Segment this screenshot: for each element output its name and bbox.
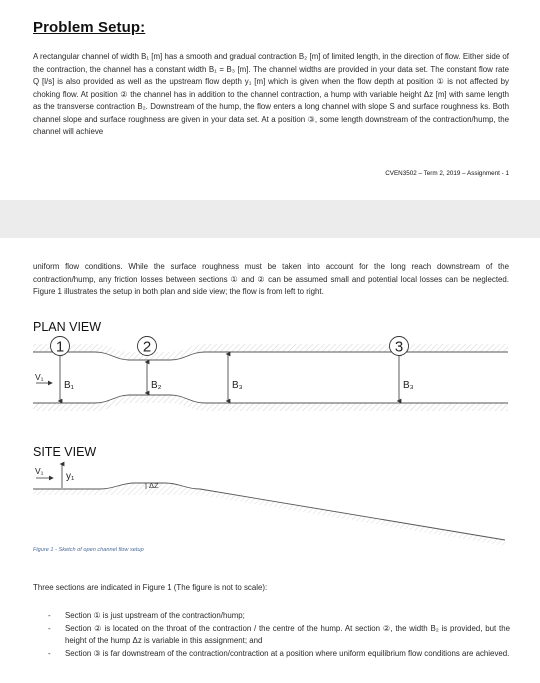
- svg-text:3: 3: [394, 338, 404, 356]
- bullet-section-2: Section ② is located on the throat of the contraction / the centre of the hump. At section ②, the width B₂ is provided, but the height of the hump Δz is variable in this assignment; and: [65, 623, 510, 646]
- problem-description-paragraph: A rectangular channel of width B₁ [m] has a smooth and gradual contraction B₂ [m] of limited length, in the direction of flow. Either side of the contraction, the channel has a constant width B₁ = B₃ [m]. The channel widths are provided in your data set. The constant flow rate Q [l/s] is also provided as well as the upstream flow depth y₁ [m] which is given when the flow depth at position ① is not affected by choking flow. At position ② the channel has in addition to the channel contraction, a hump with variable height Δz [m] with same length as the transverse contraction B₂. Downstream of the hump, the flow enters a long channel with slope S and surface roughness ks. Both channel slope and surface roughness are given in your data set. At a position ③, some length downstream of the contraction/hump, the channel will achieve: [33, 52, 509, 137]
- list-item: - Section ① is just upstream of the contraction/hump;: [48, 611, 245, 620]
- page-separator: [0, 200, 540, 238]
- width-label-b3-near: B₃: [232, 380, 243, 391]
- hump-height-label: ΔZ: [149, 481, 159, 490]
- width-label-b3-far: B₃: [403, 380, 414, 391]
- width-label-b2: B₂: [151, 380, 162, 391]
- site-velocity-label: V₁: [35, 466, 44, 476]
- document-page-1: [0, 0, 540, 200]
- sections-intro: Three sections are indicated in Figure 1 (The figure is not to scale):: [33, 583, 268, 592]
- bullet-section-1: Section ① is just upstream of the contraction/hump;: [65, 611, 245, 620]
- continuation-paragraph: uniform flow conditions. While the surface roughness must be taken into account for the long reach downstream of the contraction/hump, any friction losses between sections ① and ② can be assumed small and potential local losses can be neglected. Figure 1 illustrates the setup in both plan and side view; the flow is from left to right.: [33, 262, 509, 297]
- site-view-label: SITE VIEW: [33, 445, 97, 459]
- bullet-section-3: Section ③ is far downstream of the contraction/contraction at a position where uniform equilibrium flow conditions are achieved.: [65, 648, 510, 658]
- section-marker-2: [138, 337, 157, 356]
- plan-velocity-label: V₁: [35, 372, 44, 382]
- plan-view-channel: [33, 344, 508, 411]
- sections-list: [48, 610, 510, 660]
- section-marker-1: [51, 337, 70, 356]
- site-depth-label: y₁: [66, 471, 75, 482]
- list-item: - Section ③ is far downstream of the contraction/contraction at a position where uniform equilibrium flow conditions are achieved.: [48, 648, 510, 658]
- document-page-2: [0, 238, 540, 683]
- figure-caption: Figure 1 - Sketch of open channel flow setup: [33, 547, 144, 553]
- svg-text:1: 1: [55, 338, 65, 356]
- section-marker-3: [390, 337, 409, 356]
- width-label-b1: B₁: [64, 380, 75, 391]
- problem-setup-heading: Problem Setup:: [33, 19, 146, 36]
- site-view-channel: [33, 464, 505, 546]
- svg-text:2: 2: [142, 338, 152, 356]
- list-item: - Section ② is located on the throat of the contraction / the centre of the hump. At section ②, the width B₂ is provided, but the height of the hump Δz is variable in this assignment; and: [48, 623, 510, 646]
- page-footer-reference: CVEN3502 – Term 2, 2019 – Assignment - 1: [385, 170, 509, 177]
- plan-view-label: PLAN VIEW: [33, 320, 102, 334]
